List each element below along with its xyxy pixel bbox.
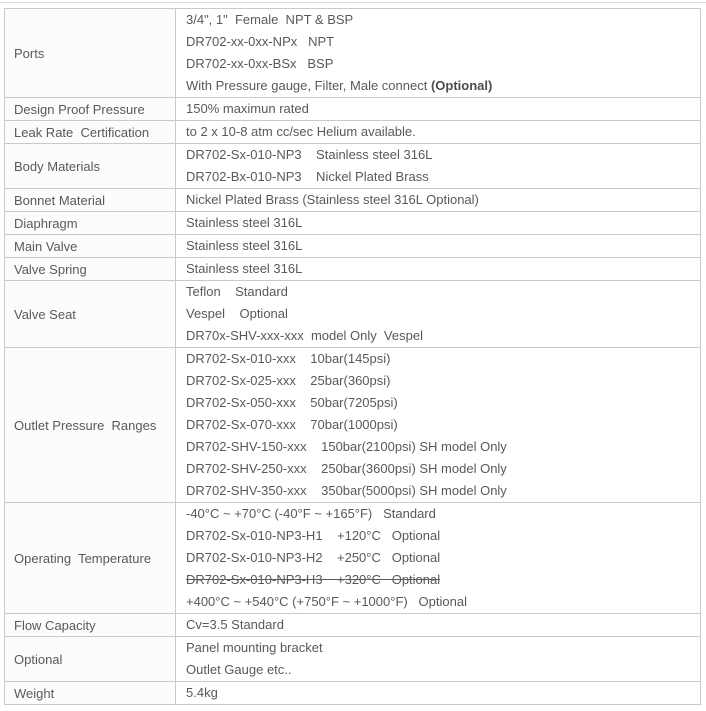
spec-value-line: Stainless steel 316L bbox=[186, 261, 303, 276]
spec-value-cell bbox=[176, 637, 701, 682]
spec-label: Diaphragm bbox=[5, 212, 176, 235]
table-row bbox=[5, 258, 701, 281]
spec-value-cell bbox=[176, 9, 701, 98]
table-row bbox=[5, 614, 701, 637]
spec-value-line: 3/4", 1" Female NPT & BSP bbox=[186, 12, 354, 27]
table-row bbox=[5, 235, 701, 258]
table-row bbox=[5, 682, 701, 705]
spec-value-line: DR702-xx-0xx-BSx BSP bbox=[186, 56, 334, 71]
top-divider bbox=[0, 2, 706, 3]
spec-value-line: DR702-Sx-025-xxx 25bar(360psi) bbox=[186, 373, 391, 388]
table-row bbox=[5, 212, 701, 235]
spec-table-body bbox=[5, 9, 701, 705]
spec-label: Ports bbox=[5, 9, 176, 98]
spec-value-line: 5.4kg bbox=[186, 685, 218, 700]
spec-label: Optional bbox=[5, 637, 176, 682]
spec-value-line: DR702-xx-0xx-NPx NPT bbox=[186, 34, 335, 49]
spec-value-line: Teflon Standard bbox=[186, 284, 288, 299]
table-row bbox=[5, 189, 701, 212]
spec-value-bold: (Optional) bbox=[430, 78, 493, 93]
spec-label: Weight bbox=[5, 682, 176, 705]
spec-value-line: Vespel Optional bbox=[186, 306, 288, 321]
spec-value-cell bbox=[176, 258, 701, 281]
spec-value-cell bbox=[176, 212, 701, 235]
spec-label: Valve Spring bbox=[5, 258, 176, 281]
spec-label: Flow Capacity bbox=[5, 614, 176, 637]
spec-value-line: DR702-Sx-010-NP3 Stainless steel 316L bbox=[186, 147, 433, 162]
spec-value-cell bbox=[176, 348, 701, 503]
spec-value-line: Panel mounting bracket bbox=[186, 640, 323, 655]
table-row bbox=[5, 144, 701, 189]
spec-value-cell bbox=[176, 682, 701, 705]
spec-value-line: DR702-Sx-070-xxx 70bar(1000psi) bbox=[186, 417, 398, 432]
spec-value-line: to 2 x 10-8 atm cc/sec Helium available. bbox=[186, 124, 416, 139]
table-row bbox=[5, 98, 701, 121]
spec-value-line: DR702-Sx-010-NP3-H3 +320°C Optional bbox=[186, 572, 441, 587]
table-row bbox=[5, 503, 701, 614]
spec-value-cell bbox=[176, 144, 701, 189]
spec-value-cell bbox=[176, 614, 701, 637]
spec-value-line: Outlet Gauge etc.. bbox=[186, 662, 292, 677]
spec-value-cell bbox=[176, 503, 701, 614]
table-row bbox=[5, 121, 701, 144]
spec-label: Main Valve bbox=[5, 235, 176, 258]
spec-value-line: Stainless steel 316L bbox=[186, 215, 303, 230]
spec-value-line: 150% maximun rated bbox=[186, 101, 309, 116]
spec-value-line: DR702-SHV-150-xxx 150bar(2100psi) SH model Only bbox=[186, 439, 507, 454]
spec-value-cell bbox=[176, 121, 701, 144]
spec-label: Operating Temperature bbox=[5, 503, 176, 614]
spec-label: Outlet Pressure Ranges bbox=[5, 348, 176, 503]
spec-label: Design Proof Pressure bbox=[5, 98, 176, 121]
spec-value-line: DR702-Sx-010-NP3-H2 +250°C Optional bbox=[186, 550, 441, 565]
spec-value-line: DR702-Bx-010-NP3 Nickel Plated Brass bbox=[186, 169, 429, 184]
spec-value-line: DR702-Sx-050-xxx 50bar(7205psi) bbox=[186, 395, 398, 410]
spec-value-line: Nickel Plated Brass (Stainless steel 316L Optional) bbox=[186, 192, 479, 207]
spec-value-line: DR702-SHV-350-xxx 350bar(5000psi) SH model Only bbox=[186, 483, 507, 498]
table-row bbox=[5, 281, 701, 348]
spec-value-line: DR70x-SHV-xxx-xxx model Only Vespel bbox=[186, 328, 423, 343]
spec-table bbox=[4, 8, 701, 705]
spec-label: Valve Seat bbox=[5, 281, 176, 348]
spec-value-line: DR702-Sx-010-NP3-H1 +120°C Optional bbox=[186, 528, 441, 543]
spec-value-line: DR702-Sx-010-xxx 10bar(145psi) bbox=[186, 351, 391, 366]
spec-value-line: -40°C ~ +70°C (-40°F ~ +165°F) Standard bbox=[186, 506, 436, 521]
spec-value-line: Cv=3.5 Standard bbox=[186, 617, 284, 632]
table-row bbox=[5, 348, 701, 503]
spec-value-cell bbox=[176, 98, 701, 121]
spec-value-line: Stainless steel 316L bbox=[186, 238, 303, 253]
table-row bbox=[5, 9, 701, 98]
spec-label: Leak Rate Certification bbox=[5, 121, 176, 144]
spec-value-cell bbox=[176, 189, 701, 212]
spec-value-line: DR702-SHV-250-xxx 250bar(3600psi) SH model Only bbox=[186, 461, 507, 476]
spec-label: Bonnet Material bbox=[5, 189, 176, 212]
spec-label: Body Materials bbox=[5, 144, 176, 189]
spec-value-line: With Pressure gauge, Filter, Male connect (Optional) bbox=[186, 78, 493, 93]
spec-value-cell bbox=[176, 235, 701, 258]
table-row bbox=[5, 637, 701, 682]
spec-value-cell bbox=[176, 281, 701, 348]
spec-value-line: +400°C ~ +540°C (+750°F ~ +1000°F) Optional bbox=[186, 594, 467, 609]
